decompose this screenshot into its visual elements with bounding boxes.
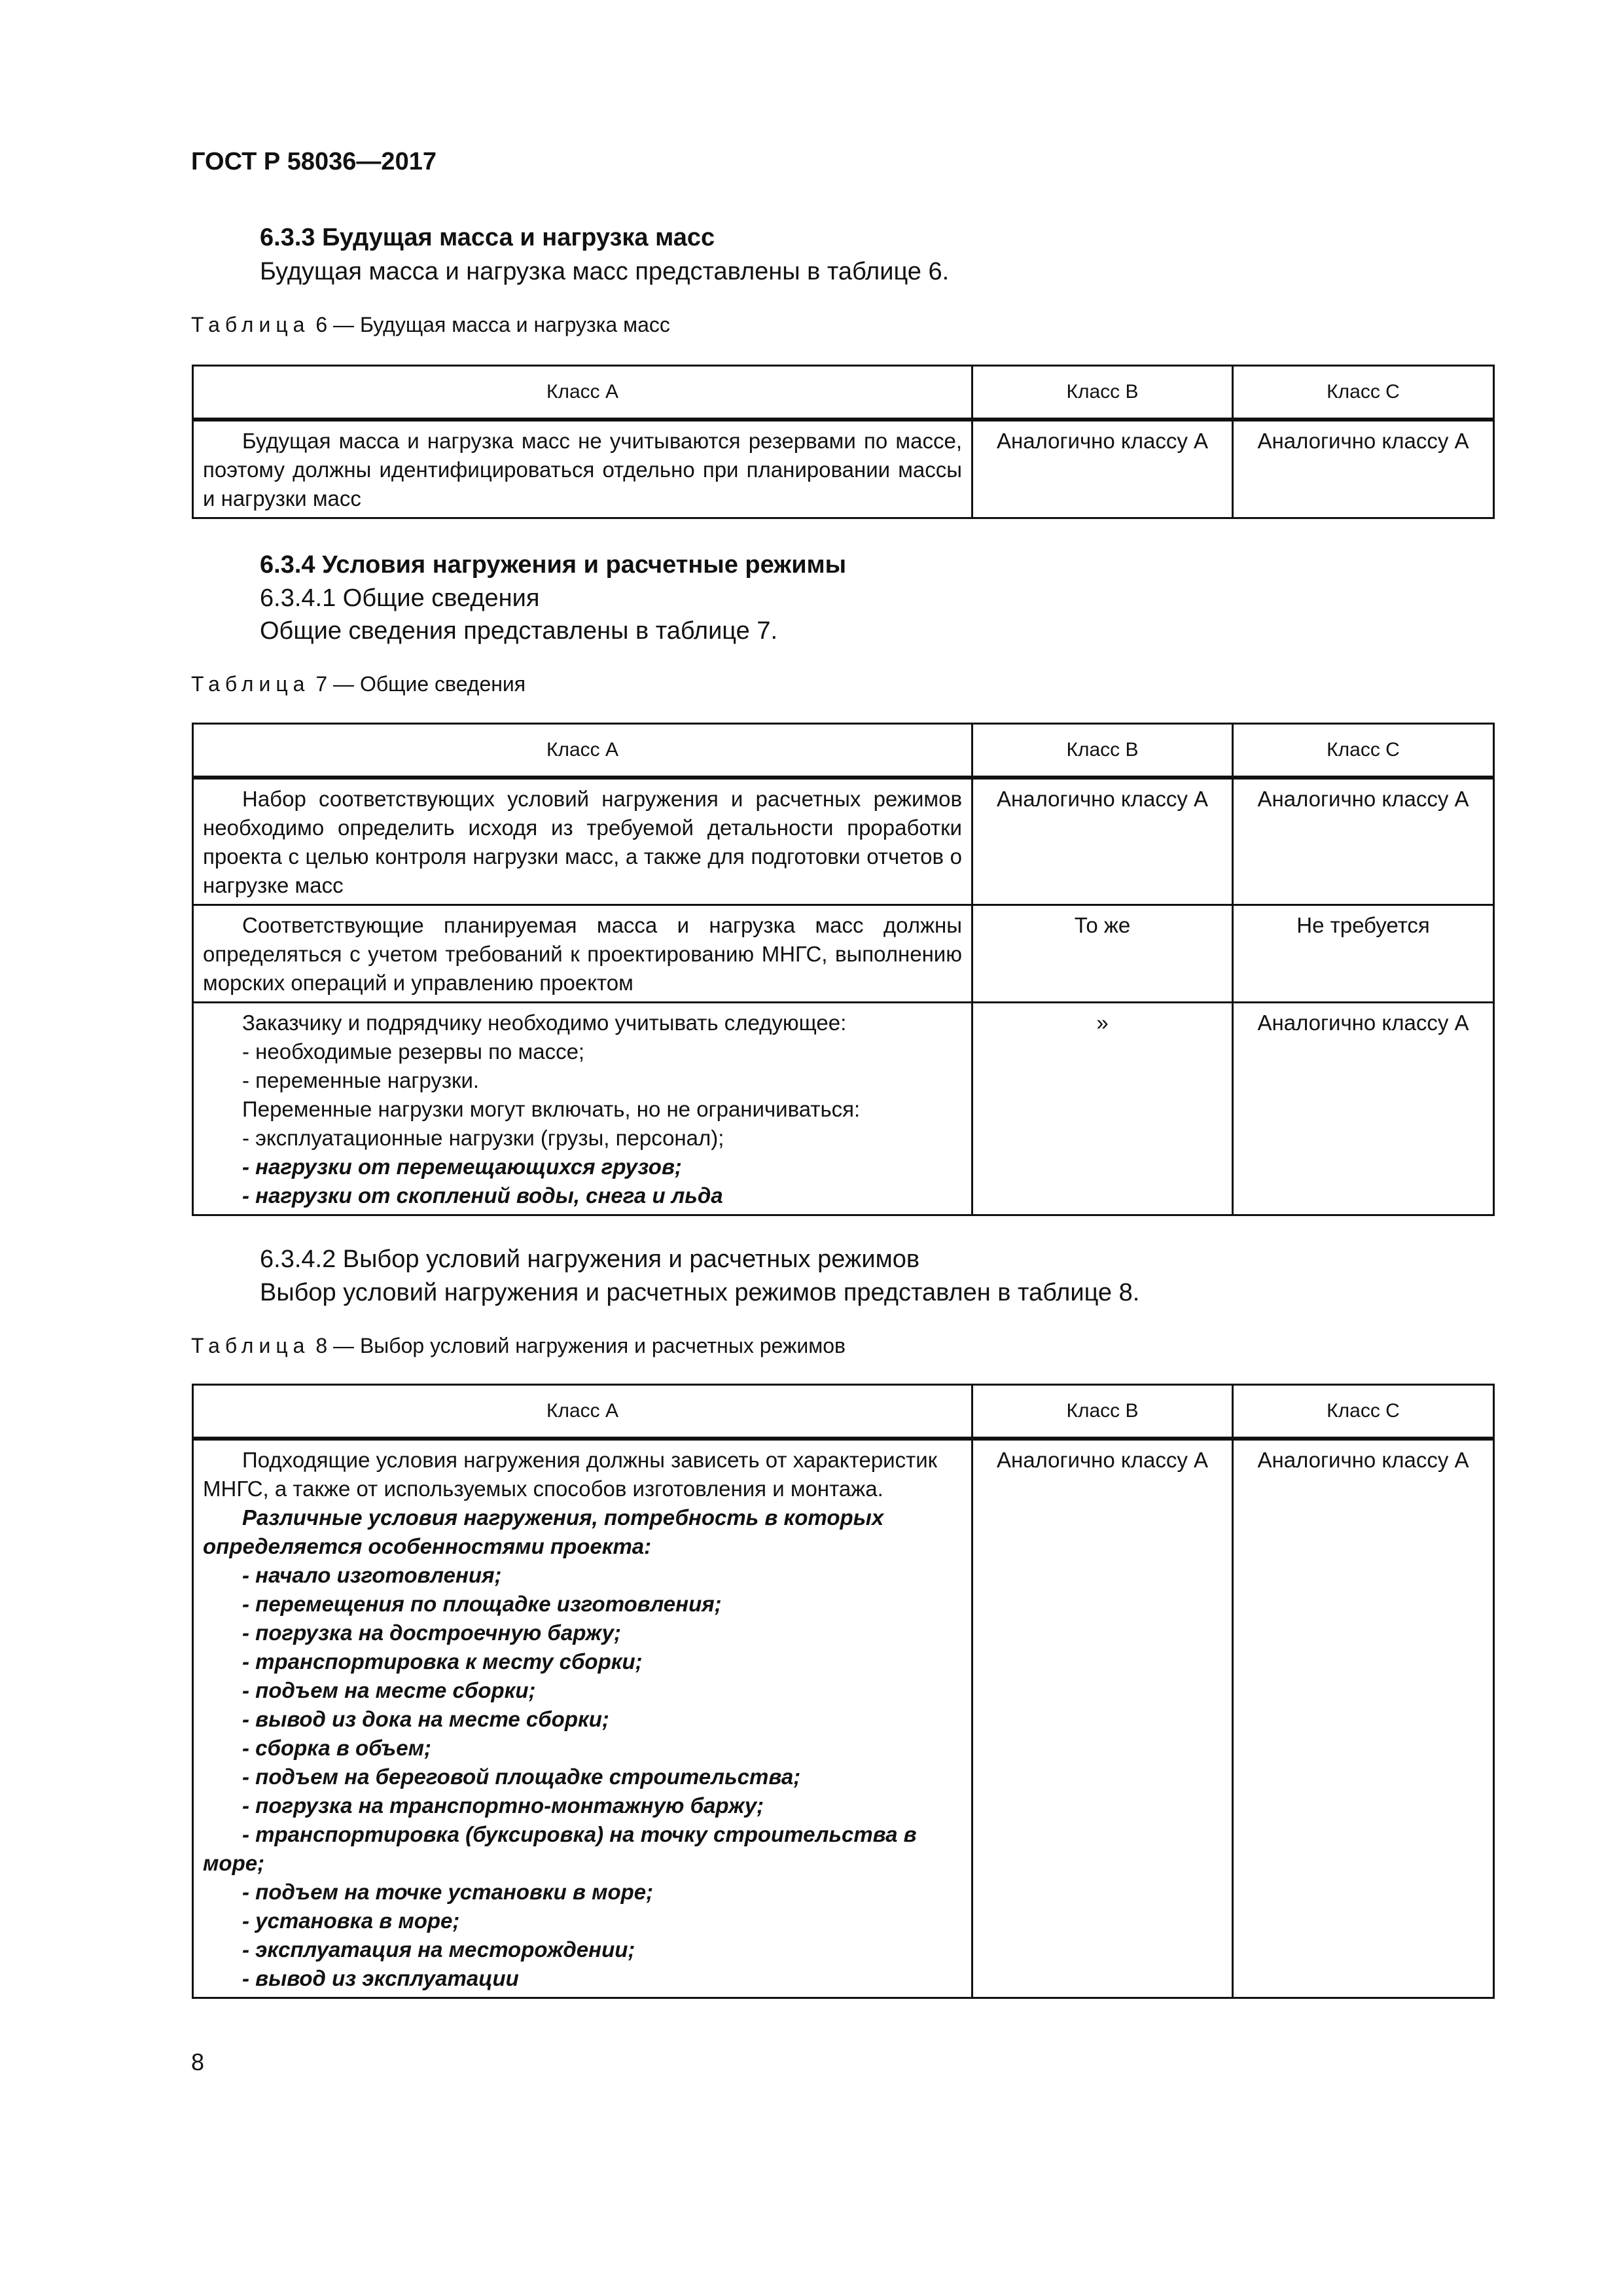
cell-class-a: Будущая масса и нагрузка масс не учитываются резервами по массе, поэтому должны идентифицироваться отдельно при планировании массы и нагрузки масс — [193, 420, 972, 518]
cell-class-a — [193, 1003, 972, 1215]
table-header-row — [193, 1385, 1494, 1439]
table-word: Таблица — [191, 1334, 310, 1357]
cell-class-c: Не требуется — [1233, 905, 1494, 1003]
table-row — [193, 778, 1494, 905]
table-row — [193, 1003, 1494, 1215]
header-class-b: Класс В — [972, 724, 1233, 778]
cell-class-a: Соответствующие планируемая масса и нагрузка масс должны определяться с учетом требований к проектированию МНГС, выполнению морских операций и управлению проектом — [193, 905, 972, 1003]
header-class-c: Класс С — [1233, 366, 1494, 420]
list-item: - перемещения по площадке изготовления; — [242, 1592, 722, 1616]
table-word: Таблица — [191, 672, 310, 696]
header-class-b: Класс В — [972, 1385, 1233, 1439]
section-6-3-4-1-heading: 6.3.4.1 Общие сведения — [260, 584, 540, 612]
cell-line: - эксплуатационные нагрузки (грузы, персонал); — [242, 1126, 724, 1150]
table-7 — [192, 723, 1495, 1216]
header-class-c: Класс С — [1233, 724, 1494, 778]
table-6-caption-text: 6 — Будущая масса и нагрузка масс — [310, 313, 670, 336]
cell-intro-bold: Различные условия нагружения, потребность в которых определяется особенностями проекта: — [203, 1505, 884, 1558]
list-item: - сборка в объем; — [242, 1736, 432, 1760]
section-6-3-3-text: Будущая масса и нагрузка масс представлены в таблице 6. — [260, 258, 950, 285]
list-item: - подъем на береговой площадке строительства; — [242, 1765, 801, 1789]
header-class-a: Класс А — [193, 366, 972, 420]
list-item: - вывод из эксплуатации — [242, 1966, 519, 1990]
list-item: - погрузка на транспортно-монтажную баржу; — [242, 1793, 764, 1818]
list-item: - эксплуатация на месторождении; — [242, 1937, 635, 1962]
page-number: 8 — [191, 2049, 205, 2075]
table-8-caption-text: 8 — Выбор условий нагружения и расчетных режимов — [310, 1334, 846, 1357]
document-code: ГОСТ Р 58036—2017 — [191, 148, 437, 175]
section-6-3-4-2-text: Выбор условий нагружения и расчетных режимов представлен в таблице 8. — [260, 1279, 1140, 1306]
cell-class-b: Аналогично классу А — [972, 420, 1233, 518]
table-8-caption — [191, 1334, 846, 1358]
section-6-3-4-1-text: Общие сведения представлены в таблице 7. — [260, 617, 778, 645]
list-item: - погрузка на достроечную баржу; — [242, 1621, 621, 1645]
cell-intro: Подходящие условия нагружения должны зависеть от характеристик МНГС, а также от используемых способов изготовления и монтажа. — [203, 1448, 938, 1501]
header-class-a: Класс А — [193, 1385, 972, 1439]
cell-class-b: То же — [972, 905, 1233, 1003]
cell-line: Переменные нагрузки могут включать, но не ограничиваться: — [242, 1097, 861, 1121]
cell-line: - переменные нагрузки. — [242, 1068, 480, 1092]
table-row — [193, 420, 1494, 518]
list-item: - транспортировка (буксировка) на точку строительства в море; — [203, 1822, 917, 1875]
header-class-a: Класс А — [193, 724, 972, 778]
table-row — [193, 905, 1494, 1003]
table-7-caption — [191, 672, 526, 696]
table-8 — [192, 1384, 1495, 1999]
cell-line: - необходимые резервы по массе; — [242, 1039, 585, 1064]
cell-class-b: Аналогично классу А — [972, 778, 1233, 905]
table-header-row — [193, 724, 1494, 778]
cell-class-a: Набор соответствующих условий нагружения и расчетных режимов необходимо определить исходя из требуемой детальности проработки проекта с целью контроля нагрузки масс, а также для подготовки отчетов о нагрузке масс — [193, 778, 972, 905]
section-6-3-3-heading: 6.3.3 Будущая масса и нагрузка масс — [260, 224, 715, 251]
cell-class-c: Аналогично классу А — [1233, 1439, 1494, 1998]
cell-class-b: » — [972, 1003, 1233, 1215]
cell-line: Заказчику и подрядчику необходимо учитывать следующее: — [242, 1011, 847, 1035]
list-item: - подъем на месте сборки; — [242, 1678, 536, 1702]
table-7-caption-text: 7 — Общие сведения — [310, 672, 526, 696]
cell-class-b: Аналогично классу А — [972, 1439, 1233, 1998]
table-header-row — [193, 366, 1494, 420]
cell-class-a — [193, 1439, 972, 1998]
cell-class-c: Аналогично классу А — [1233, 778, 1494, 905]
table-6-caption — [191, 313, 670, 337]
list-item: - транспортировка к месту сборки; — [242, 1649, 643, 1674]
table-6 — [192, 365, 1495, 519]
cell-line-bold: - нагрузки от скоплений воды, снега и льда — [242, 1183, 723, 1208]
list-item: - вывод из дока на месте сборки; — [242, 1707, 609, 1731]
list-item: - подъем на точке установки в море; — [242, 1880, 654, 1904]
list-item: - установка в море; — [242, 1909, 460, 1933]
header-class-b: Класс В — [972, 366, 1233, 420]
section-6-3-4-2-heading: 6.3.4.2 Выбор условий нагружения и расчетных режимов — [260, 1246, 920, 1273]
cell-line-bold: - нагрузки от перемещающихся грузов; — [242, 1155, 682, 1179]
cell-class-c: Аналогично классу А — [1233, 420, 1494, 518]
cell-class-c: Аналогично классу А — [1233, 1003, 1494, 1215]
table-row — [193, 1439, 1494, 1998]
list-item: - начало изготовления; — [242, 1563, 502, 1587]
table-word: Таблица — [191, 313, 310, 336]
section-6-3-4-heading: 6.3.4 Условия нагружения и расчетные режимы — [260, 551, 847, 579]
header-class-c: Класс С — [1233, 1385, 1494, 1439]
